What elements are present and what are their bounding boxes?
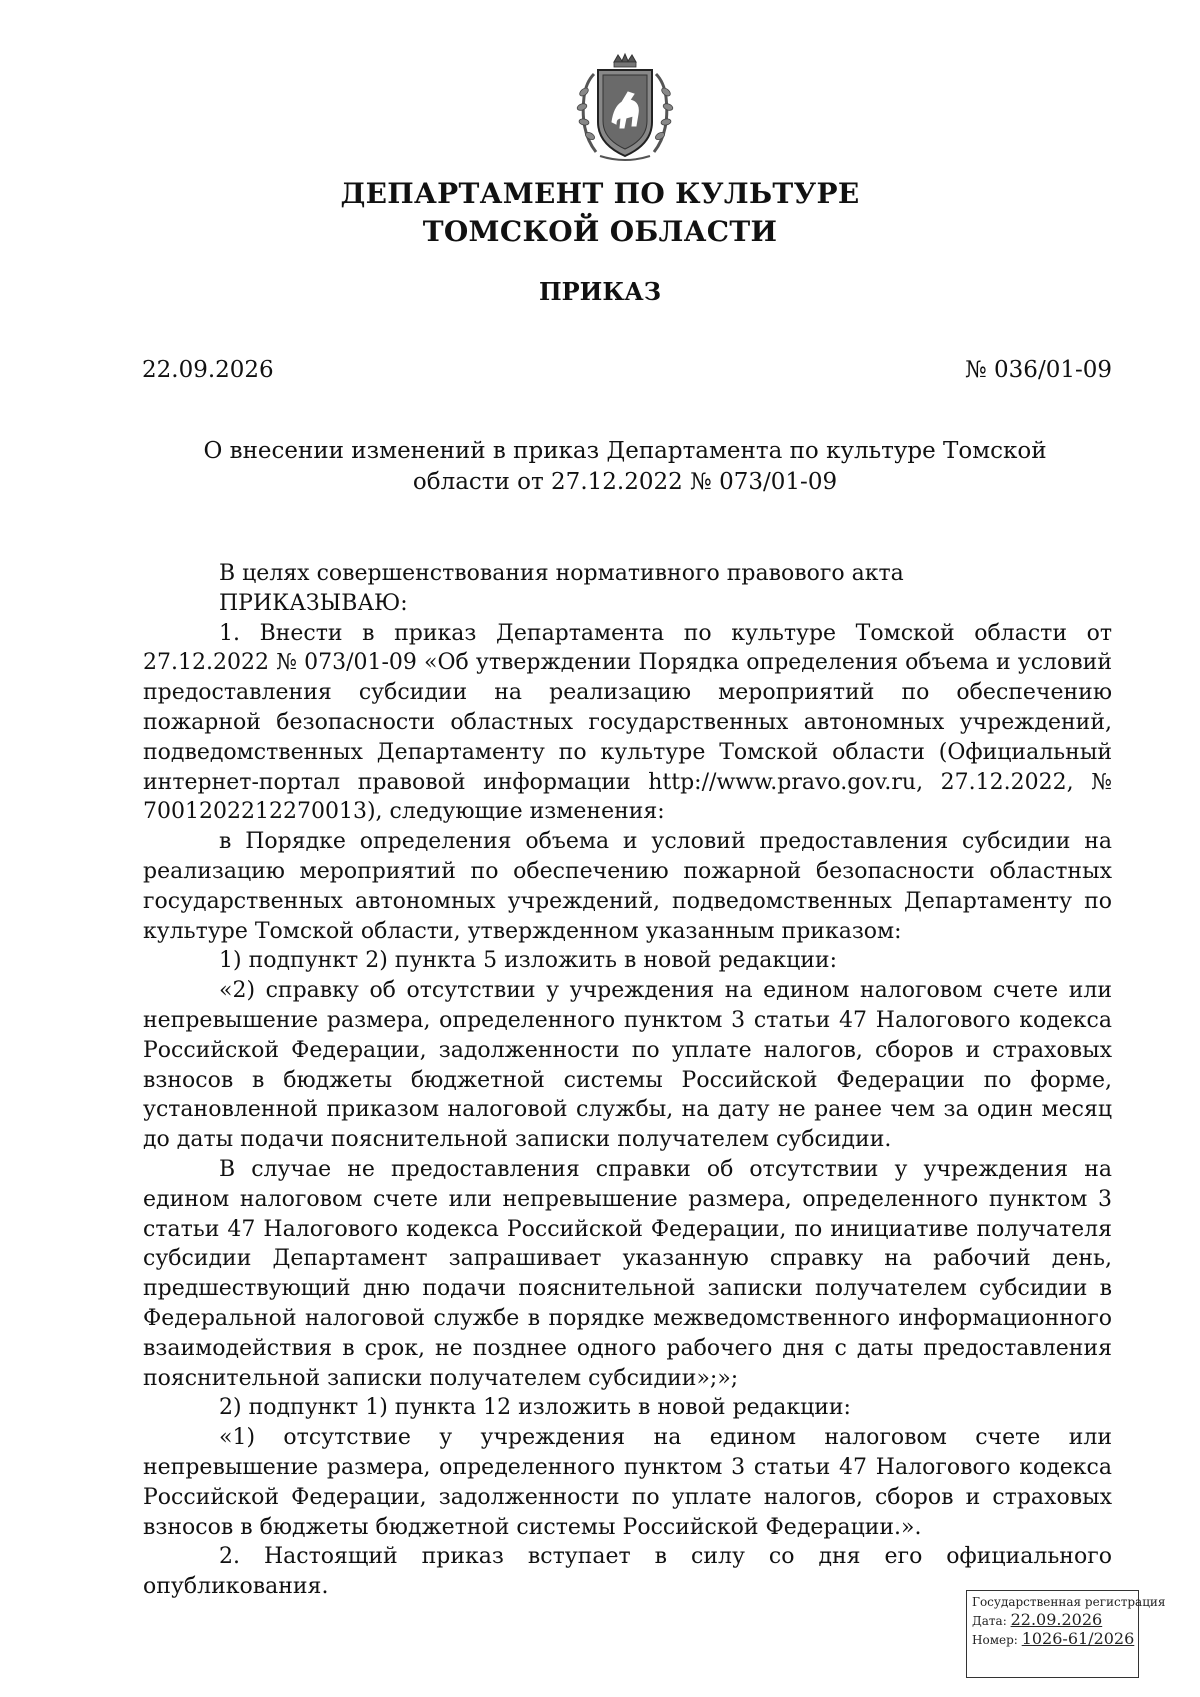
- item-2: 2. Настоящий приказ вступает в силу со дня его официального опубликования.: [143, 1544, 1112, 1600]
- registration-date-label: Дата:: [972, 1614, 1007, 1628]
- order-date: 22.09.2026: [142, 357, 274, 383]
- preamble: В целях совершенствования нормативного правового акта: [219, 561, 904, 586]
- registration-date-value: 22.09.2026: [1010, 1610, 1103, 1629]
- registration-stamp: [966, 1590, 1166, 1678]
- order-subject: О внесении изменений в приказ Департамента по культуре Томской области от 27.12.2022 № 073/01-09: [203, 438, 1047, 495]
- organization-name-line1: ДЕПАРТАМЕНТ ПО КУЛЬТУРЕ: [340, 177, 860, 210]
- subitem-1-heading: 1) подпункт 2) пункта 5 изложить в новой редакции:: [219, 948, 837, 974]
- registration-number-label: Номер:: [972, 1633, 1018, 1647]
- subitem-2-heading: 2) подпункт 1) пункта 12 изложить в новой редакции:: [219, 1395, 851, 1421]
- subitem-1-text: «2) справку об отсутствии у учреждения на едином налоговом счете или непревышение размера, определенного пунктом 3 статьи 47 Налогового кодекса Российской Федерации, задолженности по уплате налогов, сборов и страховых взносов в бюджеты бюджетной системы Российской Федерации по форме, установленной приказом налоговой службы, на дату не ранее чем за один месяц до даты подачи пояснительной записки получателем субсидии.: [143, 978, 1112, 1153]
- organization-name-line2: ТОМСКОЙ ОБЛАСТИ: [422, 215, 778, 248]
- registration-date-row: [972, 1611, 1133, 1630]
- registration-number-row: [972, 1630, 1133, 1649]
- order-number: № 036/01-09: [964, 357, 1112, 383]
- coat-of-arms-emblem: [570, 52, 680, 164]
- subitem-1-text-2: В случае не предоставления справки об отсутствии у учреждения на едином налоговом счете или непревышение размера, определенного пунктом 3 статьи 47 Налогового кодекса Российской Федерации, по инициативе получателя субсидии Департамент запрашивает указанную справку на рабочий день, предшествующий дню подачи пояснительной записки получателем субсидии в Федеральной налоговой службе в порядке межведомственного информационного взаимодействия в срок, не позднее одного рабочего дня с даты предоставления пояснительной записки получателем субсидии»;»;: [143, 1156, 1112, 1391]
- order-word: ПРИКАЗЫВАЮ:: [219, 590, 408, 616]
- subitem-2-text: «1) отсутствие у учреждения на едином налоговом счете или непревышение размера, определенного пунктом 3 статьи 47 Налогового кодекса Российской Федерации, задолженности по уплате налогов, сборов и страховых взносов в бюджеты бюджетной системы Российской Федерации.».: [143, 1425, 1112, 1540]
- registration-title: Государственная регистрация: [972, 1595, 1166, 1609]
- document-type: ПРИКАЗ: [538, 277, 662, 306]
- order-body: [143, 559, 1112, 1602]
- item-1-intro: 1. Внести в приказ Департамента по культуре Томской области от 27.12.2022 № 073/01-09 «Об утверждении Порядка определения объема и условий предоставления субсидии на реализацию мероприятий по обеспечению пожарной безопасности областных государственных автономных учреждений, подведомственных Департаменту по культуре Томской области (Официальный интернет-портал правовой информации http://www.pravo.gov.ru, 27.12.2022, № 7001202212270013), следующие изменения:: [143, 620, 1112, 825]
- item-1-procedure: в Порядке определения объема и условий предоставления субсидии на реализацию мероприятий по обеспечению пожарной безопасности областных государственных автономных учреждений, подведомственных Департаменту по культуре Томской области, утвержденном указанным приказом:: [143, 829, 1112, 944]
- registration-number-value: 1026-61/2026: [1021, 1629, 1135, 1648]
